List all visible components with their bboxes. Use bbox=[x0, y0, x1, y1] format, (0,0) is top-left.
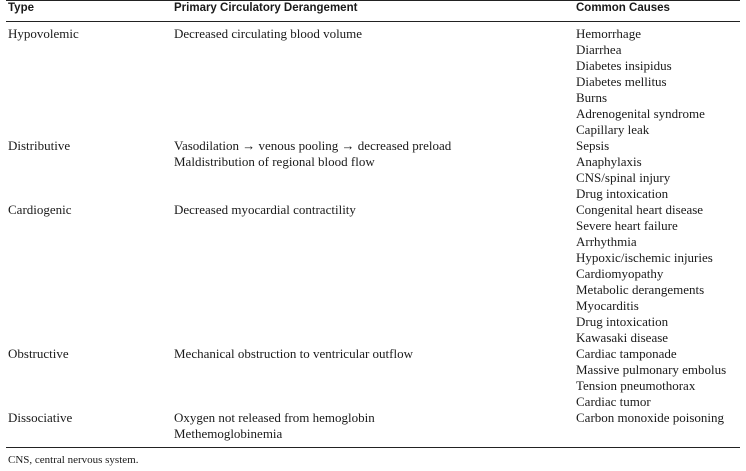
type-cell: Obstructive bbox=[8, 346, 69, 361]
table-row bbox=[6, 346, 740, 410]
shock-types-table bbox=[6, 0, 740, 448]
derangement-line: Mechanical obstruction to ventricular outflow bbox=[174, 346, 413, 361]
footnote: CNS, central nervous system. bbox=[8, 454, 139, 466]
causes-cell bbox=[576, 346, 740, 410]
table-header-row bbox=[6, 1, 740, 21]
type-cell: Cardiogenic bbox=[8, 202, 72, 217]
cause-line: Hypoxic/ischemic injuries bbox=[576, 250, 713, 265]
cause-line: Drug intoxication bbox=[576, 186, 669, 201]
derangement-line: Oxygen not released from hemoglobin bbox=[174, 410, 375, 425]
cause-line: Cardiomyopathy bbox=[576, 266, 664, 281]
table-row bbox=[6, 138, 740, 202]
cause-line: Arrhythmia bbox=[576, 234, 637, 249]
derangement-line: Decreased circulating blood volume bbox=[174, 26, 363, 41]
causes-cell bbox=[576, 410, 740, 426]
derangement-cell bbox=[174, 26, 576, 42]
causes-cell bbox=[576, 202, 740, 346]
header-causes: Common Causes bbox=[576, 2, 670, 14]
cause-line: Myocarditis bbox=[576, 298, 639, 313]
table-body bbox=[6, 22, 740, 447]
cause-line: Anaphylaxis bbox=[576, 154, 642, 169]
cause-line: Carbon monoxide poisoning bbox=[576, 410, 725, 425]
cause-line: Cardiac tumor bbox=[576, 394, 651, 409]
cause-line: Cardiac tamponade bbox=[576, 346, 677, 361]
cause-line: Burns bbox=[576, 90, 608, 105]
derangement-line: Decreased myocardial contractility bbox=[174, 202, 356, 217]
type-cell: Dissociative bbox=[8, 410, 73, 425]
cause-line: Diabetes mellitus bbox=[576, 74, 667, 89]
cause-line: Congenital heart disease bbox=[576, 202, 704, 217]
cause-line: Severe heart failure bbox=[576, 218, 678, 233]
cause-line: Diabetes insipidus bbox=[576, 58, 672, 73]
table-row bbox=[6, 26, 740, 138]
cause-line: Massive pulmonary embolus bbox=[576, 362, 727, 377]
derangement-cell bbox=[174, 346, 576, 362]
table-row bbox=[6, 202, 740, 346]
cause-line: Sepsis bbox=[576, 138, 610, 153]
causes-cell bbox=[576, 138, 740, 202]
causes-cell bbox=[576, 26, 740, 138]
cause-line: Capillary leak bbox=[576, 122, 650, 137]
cause-line: Kawasaki disease bbox=[576, 330, 669, 345]
header-derangement: Primary Circulatory Derangement bbox=[174, 2, 358, 14]
derangement-line: Methemoglobinemia bbox=[174, 426, 283, 441]
cause-line: Tension pneumothorax bbox=[576, 378, 696, 393]
header-type: Type bbox=[8, 2, 34, 14]
cause-line: Adrenogenital syndrome bbox=[576, 106, 705, 121]
cause-line: Metabolic derangements bbox=[576, 282, 705, 297]
cause-line: Hemorrhage bbox=[576, 26, 641, 41]
type-cell: Hypovolemic bbox=[8, 26, 79, 41]
derangement-cell bbox=[174, 138, 576, 170]
cause-line: Drug intoxication bbox=[576, 314, 669, 329]
derangement-cell bbox=[174, 202, 576, 218]
bottom-rule bbox=[6, 447, 740, 448]
type-cell: Distributive bbox=[8, 138, 71, 153]
table-row bbox=[6, 410, 740, 442]
derangement-line: Maldistribution of regional blood flow bbox=[174, 154, 375, 169]
derangement-line: Vasodilation → venous pooling → decreased preload bbox=[174, 138, 452, 153]
cause-line: Diarrhea bbox=[576, 42, 622, 57]
derangement-cell bbox=[174, 410, 576, 442]
cause-line: CNS/spinal injury bbox=[576, 170, 671, 185]
